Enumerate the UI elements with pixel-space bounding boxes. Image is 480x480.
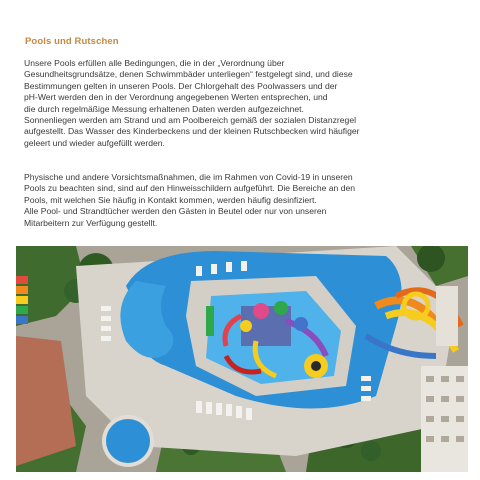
text-line: Alle Pool- und Strandtücher werden den Gästen in Beutel oder nur von unseren	[24, 206, 327, 217]
text-line: aufgestellt. Das Wasser des Kinderbeckens und der kleinen Rutschbecken wird häufiger	[24, 126, 360, 137]
paragraph-covid-measures	[24, 172, 464, 229]
paragraph-pool-regulations	[24, 58, 464, 149]
text-line: geleert und wieder aufgefüllt werden.	[24, 137, 165, 148]
text-line: Pools zu beachten sind, sind auf den Hinweisschildern aufgeführt. Die Bereiche an den	[24, 183, 356, 194]
text-line: die durch regelmäßige Messung erhaltenen Daten werden aufgezeichnet.	[24, 103, 304, 114]
text-line: Physische und andere Vorsichtsmaßnahmen, die im Rahmen von Covid-19 in unseren	[24, 172, 353, 182]
text-line: Sonnenliegen werden am Strand und am Poolbereich gemäß der sozialen Distanzregel	[24, 115, 357, 126]
text-line: Bestimmungen gelten in unseren Pools. Der Chlorgehalt des Poolwassers und der	[24, 80, 338, 91]
text-line: Mitarbeitern zur Verfügung gestellt.	[24, 217, 158, 228]
pool-aerial-photo	[16, 246, 468, 472]
text-line: Unsere Pools erfüllen alle Bedingungen, die in der „Verordnung über	[24, 58, 285, 68]
text-line: Pools, mit welchen Sie häufig in Kontakt kommen, werden häufig desinfiziert.	[24, 194, 317, 205]
text-line: pH-Wert werden den in der Verordnung angegebenen Werten entsprechen, und	[24, 92, 328, 103]
text-line: Gesundheitsgrundsätze, denen Schwimmbäder unterliegen“ festgelegt sind, und diese	[24, 69, 353, 80]
section-title: Pools und Rutschen	[25, 36, 119, 47]
